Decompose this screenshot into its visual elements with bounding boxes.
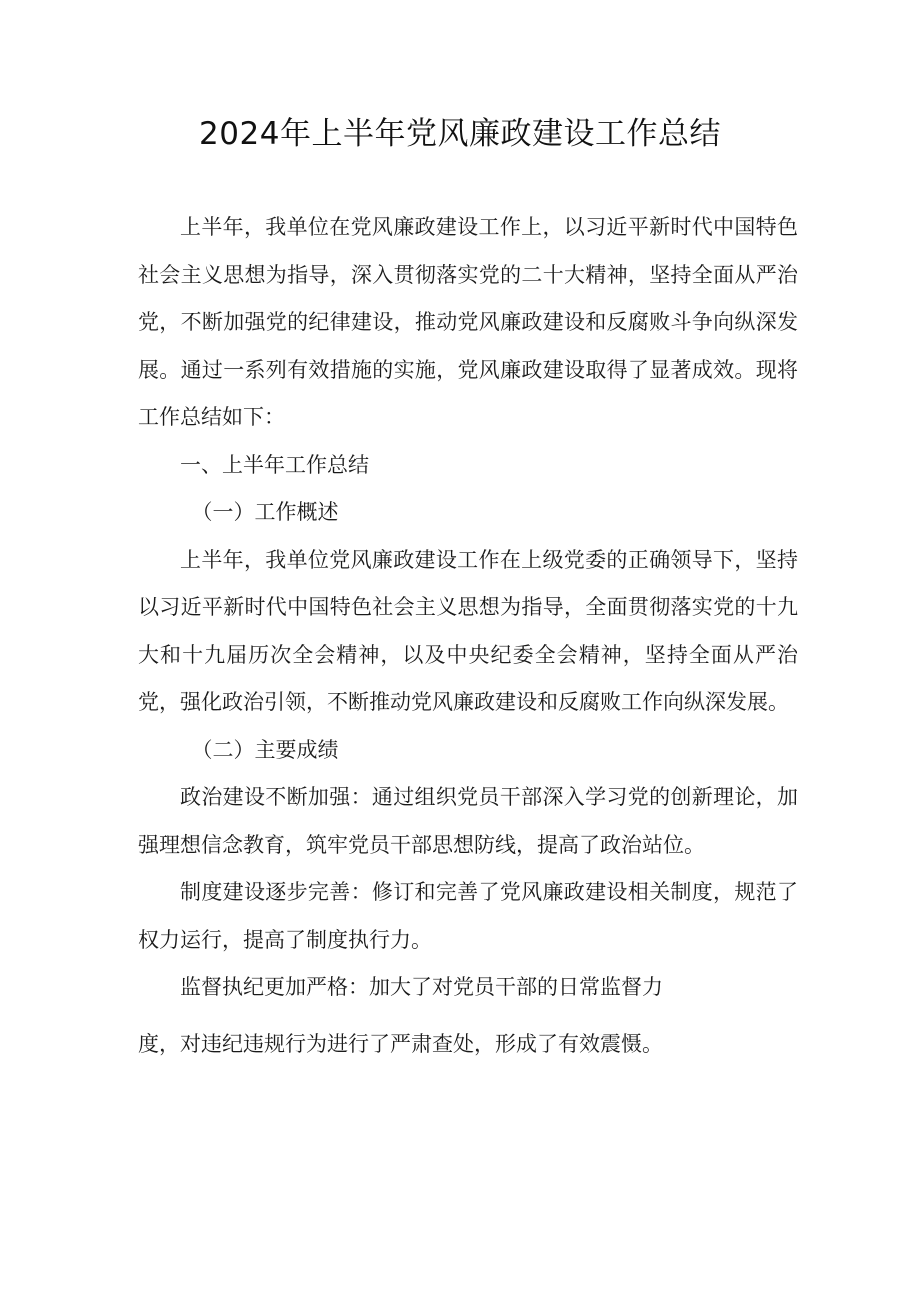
achievement-supervision-line-2: 度，对违纪违规行为进行了严肃查处，形成了有效震慑。 (138, 1031, 663, 1056)
overview-paragraph: 上半年，我单位党风廉政建设工作在上级党委的正确领导下，坚持以习近平新时代中国特色社会主义思想为指导，全面贯彻落实党的十九大和十九届历次全会精神，以及中央纪委全会精神，坚持全面从严治党，强化政治引领，不断推动党风廉政建设和反腐败工作向纵深发展。 (138, 547, 798, 714)
document-body (138, 204, 798, 1068)
subsection-heading-overview: （一）工作概述 (191, 500, 339, 524)
subsection-heading-achievements: （二）主要成绩 (191, 737, 339, 762)
achievement-political-paragraph: 政治建设不断加强：通过组织党员干部深入学习党的创新理论，加强理想信念教育，筑牢党员干部思想防线，提高了政治站位。 (138, 785, 798, 857)
intro-paragraph: 上半年，我单位在党风廉政建设工作上，以习近平新时代中国特色社会主义思想为指导，深入贯彻落实党的二十大精神，坚持全面从严治党，不断加强党的纪律建设，推动党风廉政建设和反腐败斗争向纵深发展。通过一系列有效措施的实施，党风廉政建设取得了显著成效。现将工作总结如下： (138, 215, 798, 429)
achievement-supervision-line-1: 监督执纪更加严格：加大了对党员干部的日常监督力 (180, 975, 663, 999)
section-heading-work-summary: 一、上半年工作总结 (180, 452, 369, 477)
document-title: 2024年上半年党风廉政建设工作总结 (199, 116, 721, 152)
achievement-system-paragraph: 制度建设逐步完善：修订和完善了党风廉政建设相关制度，规范了权力运行，提高了制度执行力。 (138, 880, 798, 952)
